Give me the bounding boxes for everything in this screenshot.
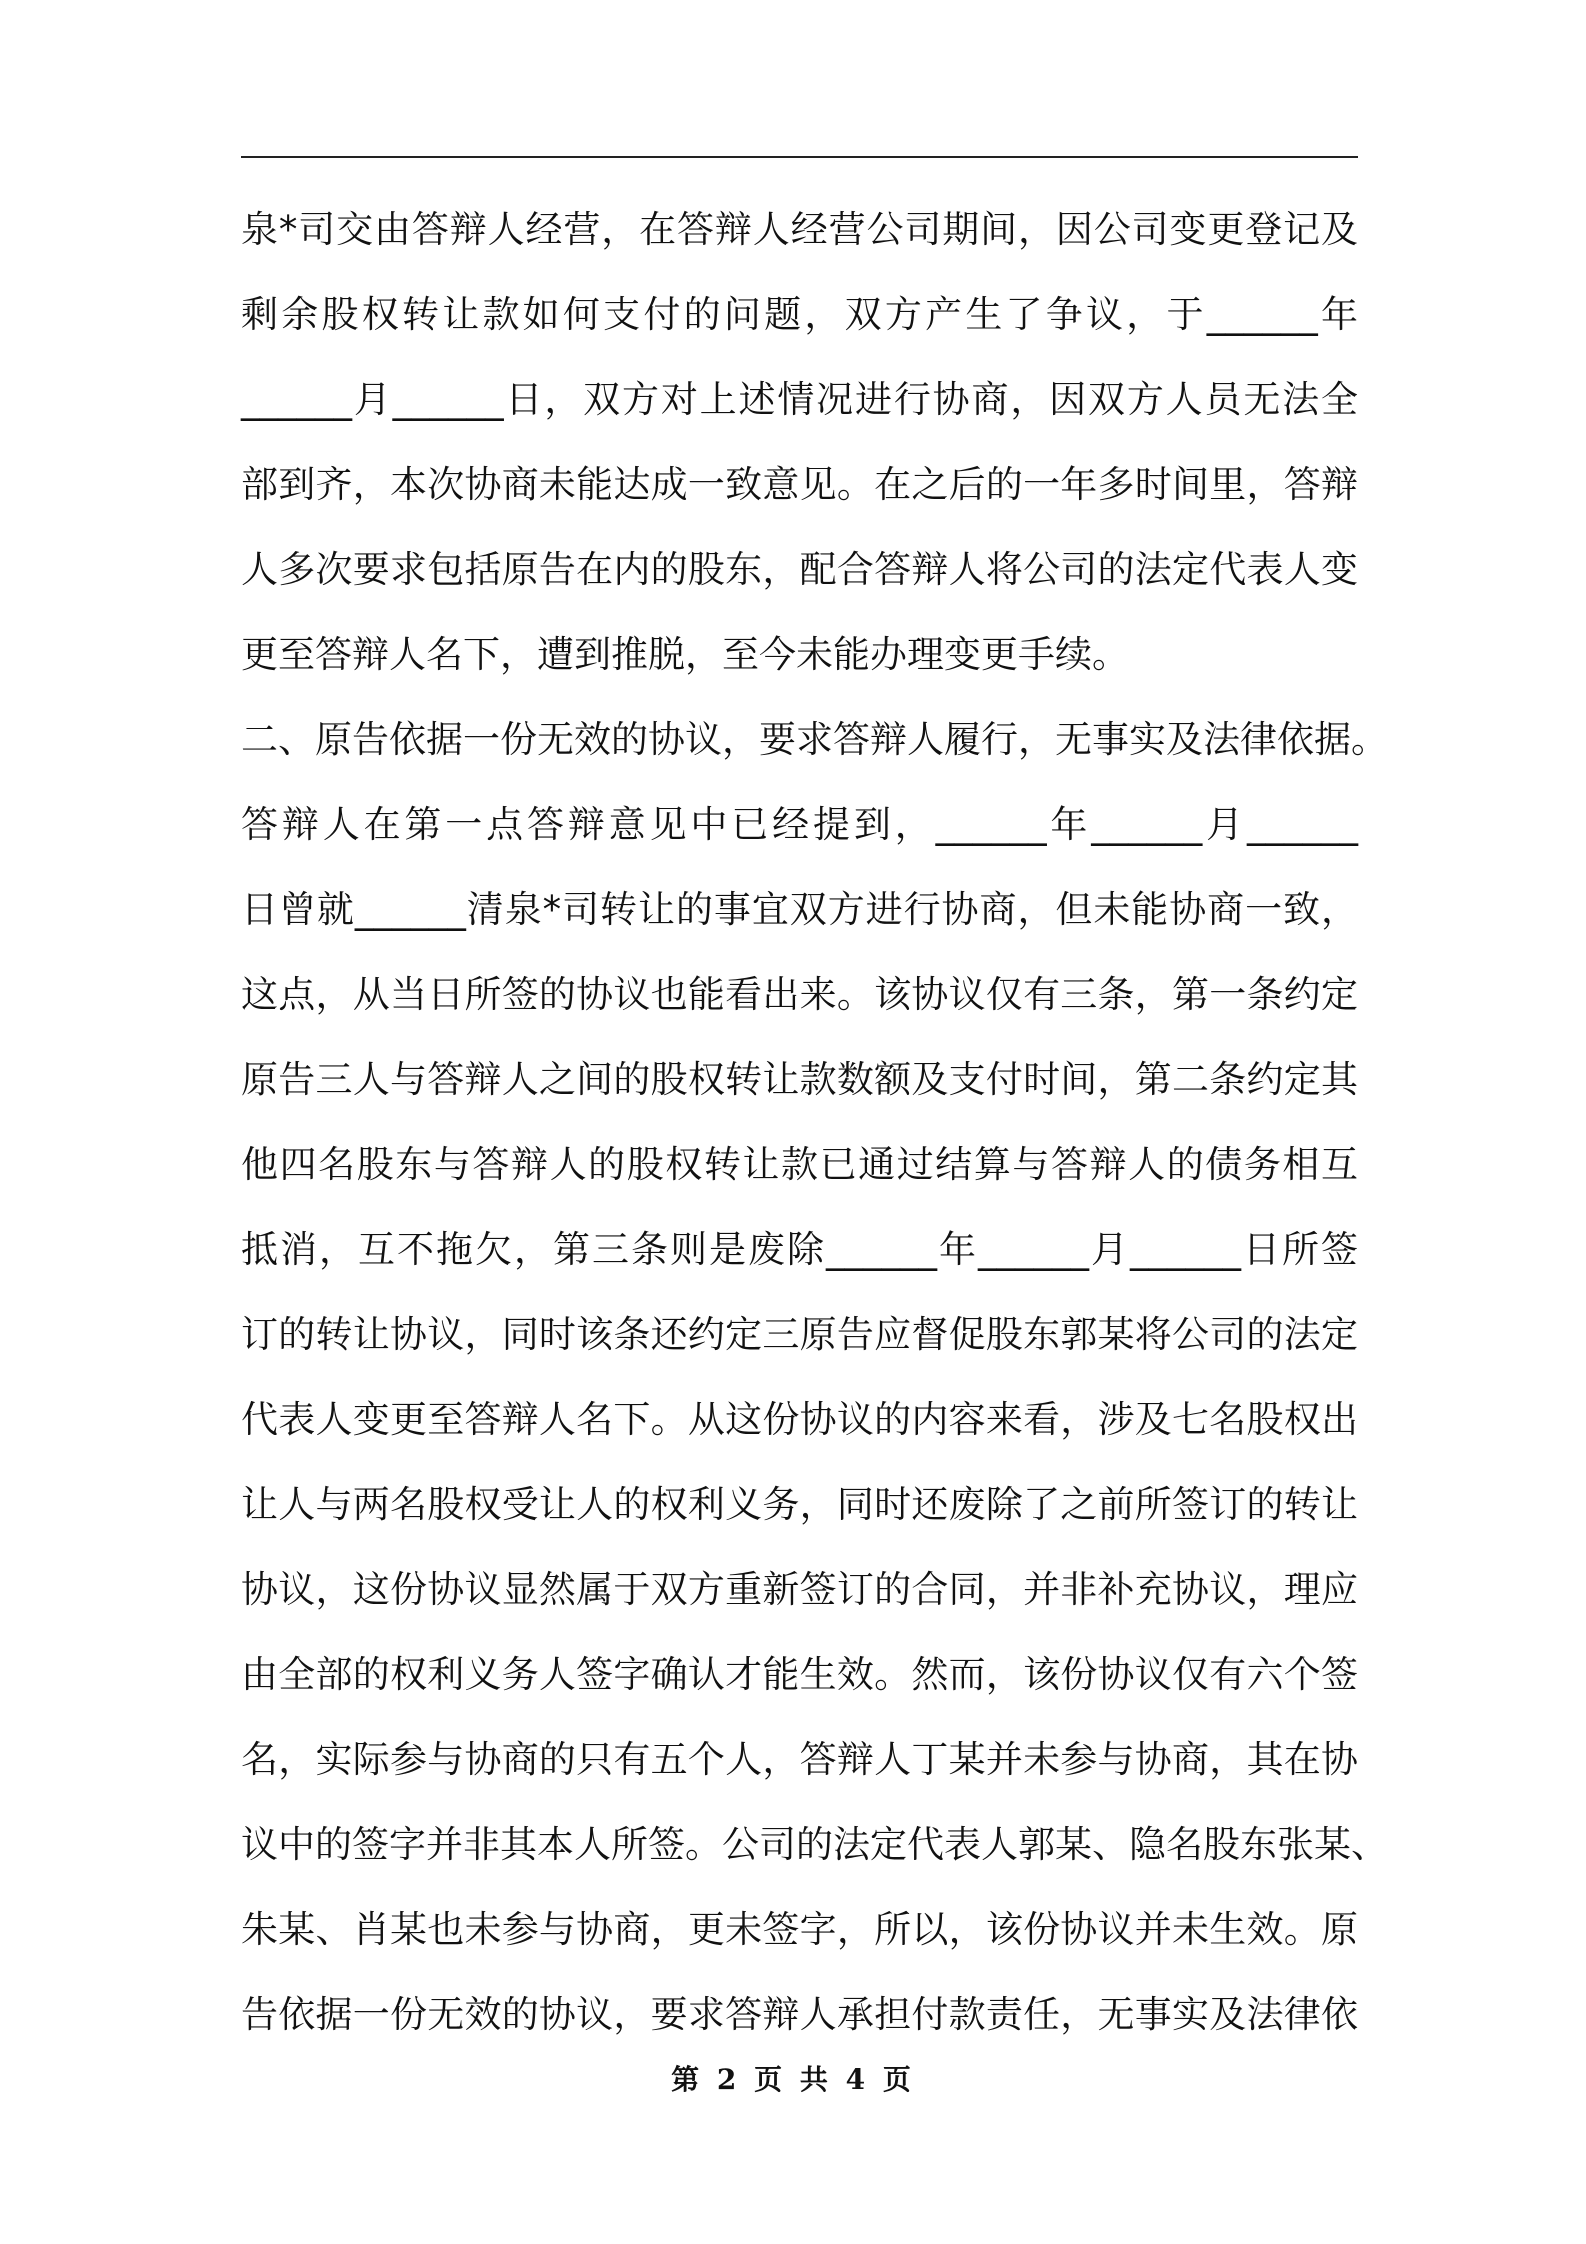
text-line: 由全部的权利义务人签字确认才能生效。然而，该份协议仅有六个签	[241, 1653, 1358, 1696]
text-line: 他四名股东与答辩人的股权转让款已通过结算与答辩人的债务相互	[241, 1143, 1358, 1186]
page-number-footer: 第 2 页 共 4 页	[671, 2063, 915, 2096]
text-line: 泉*司交由答辩人经营，在答辩人经营公司期间，因公司变更登记及	[241, 208, 1358, 251]
text-line: 名，实际参与协商的只有五个人，答辩人丁某并未参与协商，其在协	[241, 1738, 1358, 1781]
text-line: 这点，从当日所签的协议也能看出来。该协议仅有三条，第一条约定	[241, 973, 1358, 1016]
text-line: 答辩人在第一点答辩意见中已经提到，______年______月______	[241, 803, 1358, 846]
text-line: 抵消，互不拖欠，第三条则是废除______年______月______日所签	[241, 1228, 1358, 1271]
text-line: 部到齐，本次协商未能达成一致意见。在之后的一年多时间里，答辩	[241, 463, 1358, 506]
document-body	[241, 200, 1388, 2070]
text-line: 让人与两名股权受让人的权利义务，同时还废除了之前所签订的转让	[241, 1483, 1358, 1526]
text-line: 人多次要求包括原告在内的股东，配合答辩人将公司的法定代表人变	[241, 548, 1358, 591]
text-line: 协议，这份协议显然属于双方重新签订的合同，并非补充协议，理应	[241, 1568, 1358, 1611]
text-line: ______月______日，双方对上述情况进行协商，因双方人员无法全	[241, 378, 1358, 421]
text-line: 告依据一份无效的协议，要求答辩人承担付款责任，无事实及法律依	[241, 1993, 1358, 2036]
text-line: 代表人变更至答辩人名下。从这份协议的内容来看，涉及七名股权出	[241, 1398, 1358, 1441]
section-heading: 二、原告依据一份无效的协议，要求答辩人履行，无事实及法律依据。	[241, 718, 1388, 761]
text-line: 原告三人与答辩人之间的股权转让款数额及支付时间，第二条约定其	[241, 1058, 1358, 1101]
text-line: 更至答辩人名下，遭到推脱，至今未能办理变更手续。	[241, 633, 1129, 676]
text-line: 朱某、肖某也未参与协商，更未签字，所以，该份协议并未生效。原	[241, 1908, 1358, 1951]
text-line: 日曾就______清泉*司转让的事宜双方进行协商，但未能协商一致，	[241, 888, 1358, 931]
header-rule	[241, 156, 1358, 158]
text-line: 订的转让协议，同时该条还约定三原告应督促股东郭某将公司的法定	[241, 1313, 1358, 1356]
text-line: 议中的签字并非其本人所签。公司的法定代表人郭某、隐名股东张某、	[241, 1823, 1388, 1866]
text-line: 剩余股权转让款如何支付的问题，双方产生了争议，于______年	[241, 293, 1358, 336]
